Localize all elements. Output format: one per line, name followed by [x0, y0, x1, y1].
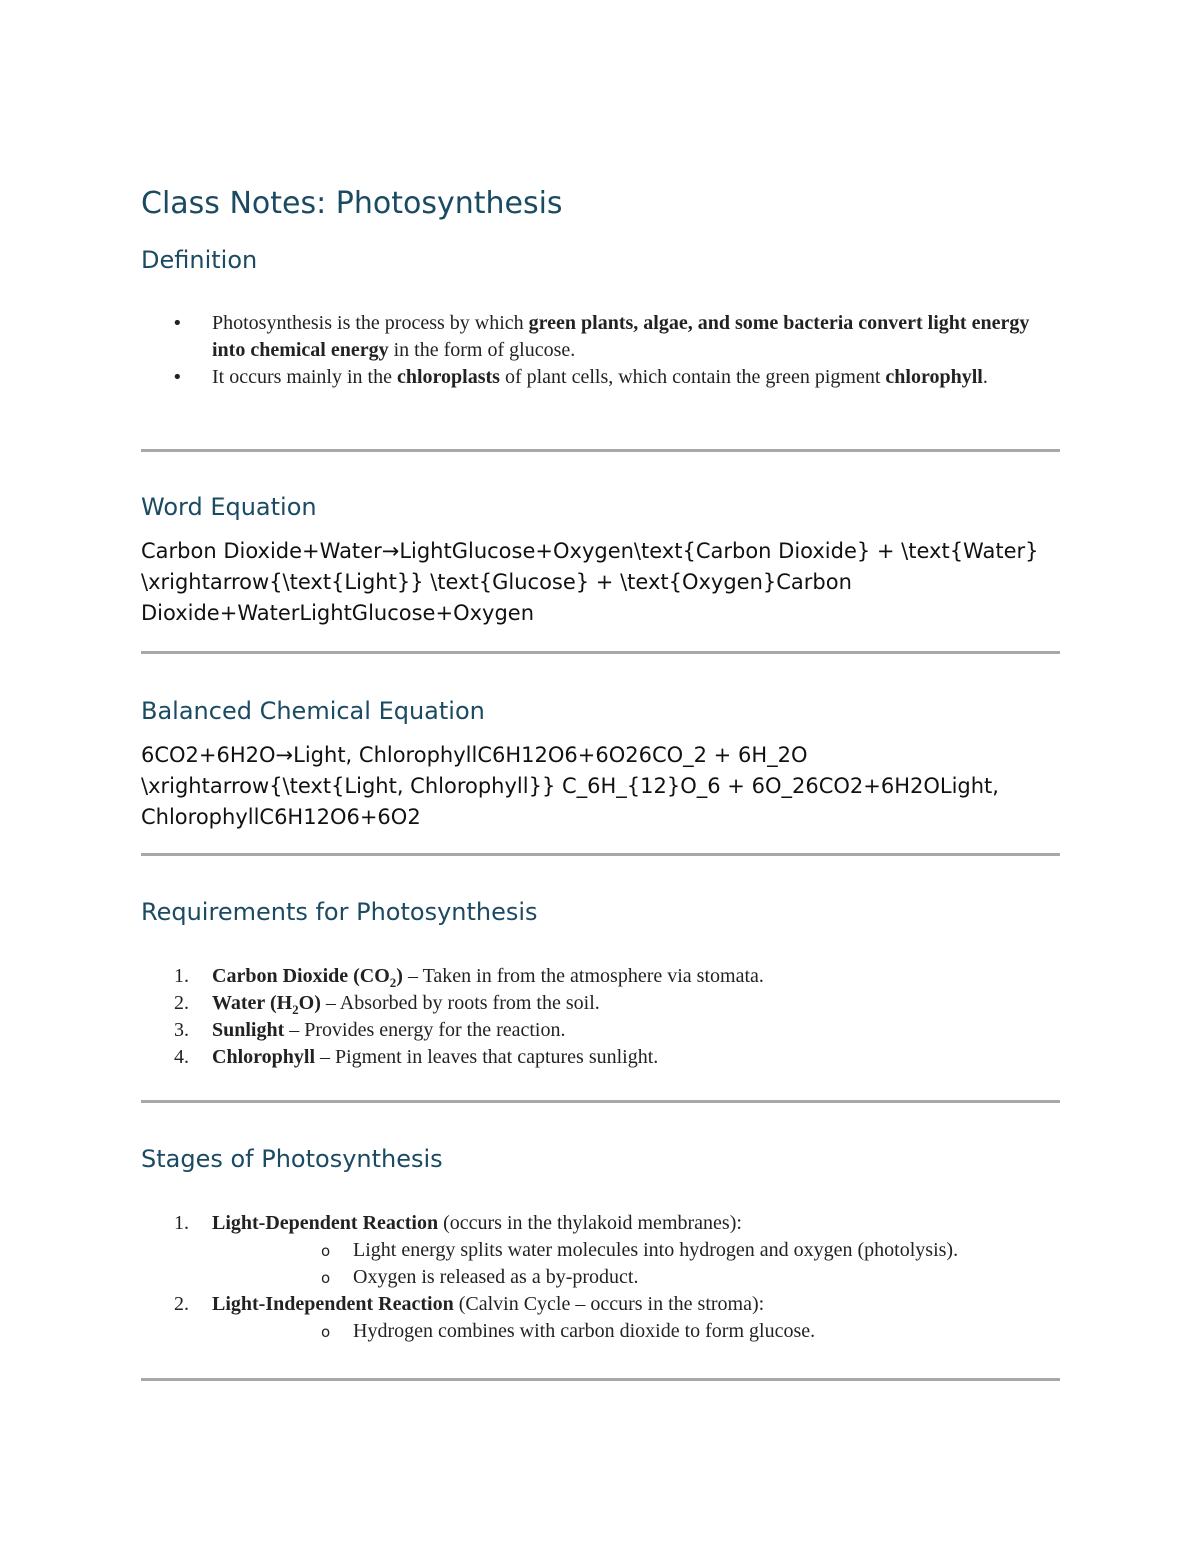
sub-list-item: o Hydrogen combines with carbon dioxide to form glucose.: [212, 1318, 1061, 1345]
sub-bullet-icon: o: [321, 1242, 331, 1260]
section-divider: [141, 651, 1060, 654]
balanced-equation-text: 6CO2+6H2O→Light, ChlorophyllC6H12O6+6O26CO_2 + 6H_2O \xrightarrow{\text{Light, Chlorophyll}} C_6H_{12}O_6 + 6O_26CO2+6H2OLight, ChlorophyllC6H12O6+6O2: [141, 743, 999, 829]
requirements-heading: Requirements for Photosynthesis: [141, 898, 538, 926]
sub-bullet-icon: o: [321, 1323, 331, 1341]
sub-bullet-icon: o: [321, 1269, 331, 1287]
stages-list: [141, 1210, 1061, 1345]
bullet-icon: •: [172, 367, 183, 388]
word-equation-text: Carbon Dioxide+Water→LightGlucose+Oxygen\text{Carbon Dioxide} + \text{Water} \xrightarrow{\text{Light}} \text{Glucose} + \text{Oxygen}Carbon Dioxide+WaterLightGlucose+Oxygen: [141, 539, 1039, 625]
list-item: 2. Light-Independent Reaction (Calvin Cycle – occurs in the stroma): o Hydrogen combines with carbon dioxide to form glucose.: [141, 1291, 1061, 1345]
section-divider: [141, 853, 1060, 856]
balanced-equation-heading: Balanced Chemical Equation: [141, 697, 485, 725]
word-equation-heading: Word Equation: [141, 493, 317, 521]
stages-heading: Stages of Photosynthesis: [141, 1145, 443, 1173]
page-title: Class Notes: Photosynthesis: [141, 186, 563, 221]
definition-list: [141, 310, 1061, 391]
section-divider: [141, 1100, 1060, 1103]
list-item: 3. Sunlight – Provides energy for the reaction.: [174, 1019, 566, 1041]
sub-list-item: o Light energy splits water molecules into hydrogen and oxygen (photolysis).: [212, 1237, 1061, 1264]
list-item: 2. Water $(H_2O)$ – Absorbed by roots from the soil.: [174, 992, 600, 1017]
list-item: • Photosynthesis is the process by which green plants, algae, and some bacteria convert light energy into chemical energy in the form of glucose.: [172, 312, 1030, 361]
requirements-list: [141, 963, 1061, 1071]
sub-list-item: o Oxygen is released as a by-product.: [212, 1264, 1061, 1291]
definition-heading: Definition: [141, 246, 258, 274]
sub-list: [212, 1237, 1061, 1291]
list-item: 4. Chlorophyll – Pigment in leaves that captures sunlight.: [174, 1046, 659, 1068]
list-item: 1. Light-Dependent Reaction (occurs in the thylakoid membranes): o Light energy splits water molecules into hydrogen and oxygen (photolysis). o Oxygen is released as a by-product.: [141, 1210, 1061, 1291]
list-item: 1. Carbon Dioxide $(CO_2)$ – Taken in from the atmosphere via stomata.: [174, 965, 764, 990]
section-divider: [141, 449, 1060, 452]
sub-list: [212, 1318, 1061, 1345]
bullet-icon: •: [172, 313, 183, 334]
list-item: • It occurs mainly in the chloroplasts of plant cells, which contain the green pigment chlorophyll.: [141, 364, 1061, 391]
section-divider: [141, 1378, 1060, 1381]
